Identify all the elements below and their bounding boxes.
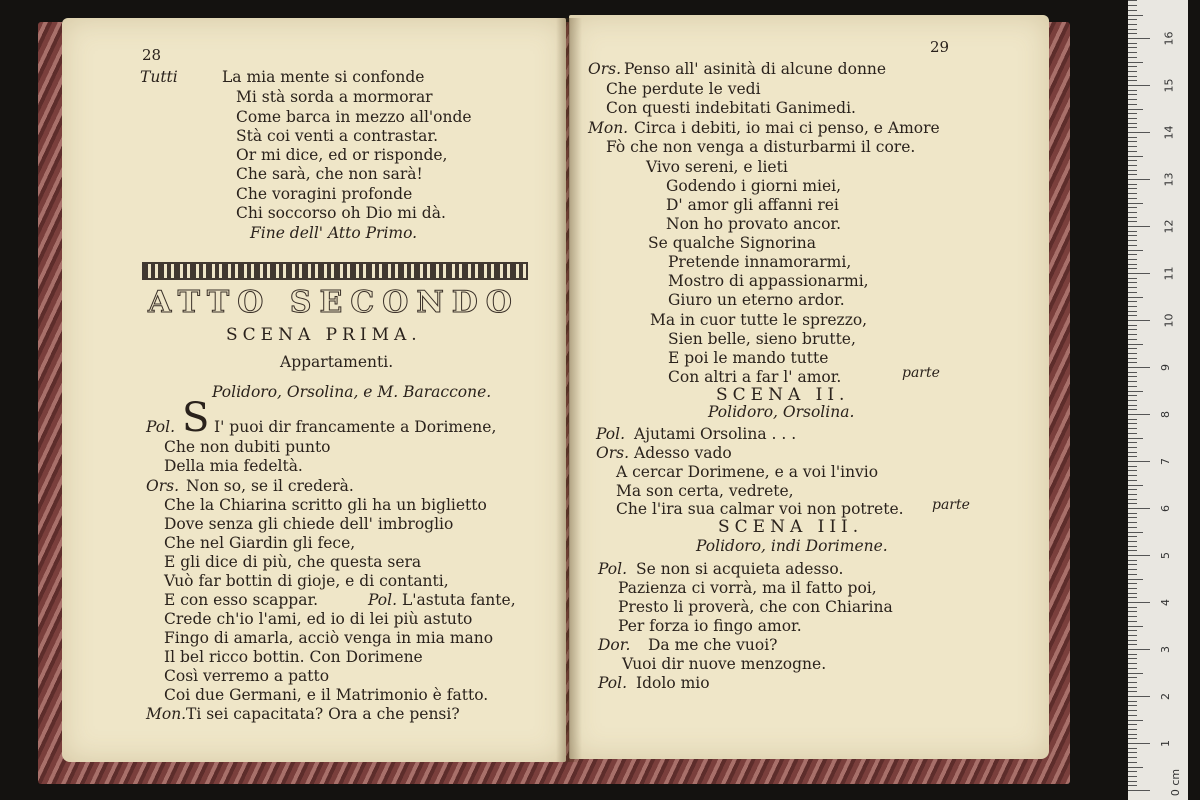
text-line: A cercar Dorimene, e a voi l'invio [616,463,879,481]
ruler-tick [1128,282,1137,283]
ruler-tick [1128,250,1143,251]
scene-two-title: SCENA II. [716,385,850,405]
text-line: La mia mente si confonde [222,68,425,86]
ruler-tick [1128,738,1137,739]
ruler-number: 8 [1159,411,1172,418]
text-line: I' puoi dir francamente a Dorimene, [214,418,497,436]
text-line: Con altri a far l' amor. [668,368,842,386]
ruler-tick [1128,710,1137,711]
ruler-tick [1128,588,1137,589]
text-line: Ma in cuor tutte le sprezzo, [650,311,868,329]
ruler-tick [1128,668,1137,669]
ruler-tick [1128,90,1137,91]
ruler-tick [1128,527,1137,528]
ruler-tick [1128,456,1137,457]
text-line: Mi stà sorda a mormorar [236,88,433,106]
text-line: Crede ch'io l'ami, ed io di lei più astuto [164,610,473,628]
ruler-number: 13 [1162,172,1176,187]
ruler-tick [1128,254,1137,255]
text-line: Se non si acquieta adesso. [636,560,844,578]
ruler-tick [1128,367,1150,368]
ruler-tick [1128,301,1137,302]
ruler-number: 9 [1159,364,1172,371]
ruler-tick [1128,104,1137,105]
ruler-tick [1128,790,1150,791]
ruler-tick [1128,611,1137,612]
ruler-tick [1128,273,1150,274]
ruler-tick [1128,414,1150,415]
ruler-tick [1128,85,1150,86]
ruler-tick [1128,546,1137,547]
ruler-tick [1128,160,1137,161]
end-of-act-one: Fine dell' Atto Primo. [250,224,418,242]
text-line: Pazienza ci vorrà, ma il fatto poi, [618,579,877,597]
ruler-number: 6 [1159,505,1172,512]
ruler-tick [1128,762,1137,763]
ruler-tick [1128,621,1137,622]
text-line: D' amor gli affanni rei [666,196,839,214]
ruler-tick [1128,311,1137,312]
ruler-tick [1128,146,1137,147]
ruler-tick [1128,188,1137,189]
ruler-tick [1128,550,1137,551]
text-line: E poi le mando tutte [668,349,829,367]
ruler-tick [1128,696,1150,697]
ruler-tick [1128,217,1137,218]
ruler-tick [1128,682,1137,683]
ruler-number: 14 [1162,125,1176,140]
ruler-tick [1128,62,1143,63]
ruler-tick [1128,536,1137,537]
right-page-number: 29 [930,38,950,56]
ruler-tick [1128,348,1137,349]
ruler-number: 2 [1159,693,1172,700]
ruler-tick [1128,513,1137,514]
text-line: Il bel ricco bottin. Con Dorimene [164,648,423,666]
ruler-tick [1128,193,1137,194]
ruler-tick [1128,767,1143,768]
ruler-tick [1128,433,1137,434]
ruler-tick [1128,602,1150,603]
ruler-tick [1128,221,1137,222]
ruler-tick [1128,99,1137,100]
ruler-tick [1128,409,1137,410]
ruler-tick [1128,475,1137,476]
ruler-tick [1128,560,1137,561]
ruler-tick [1128,123,1137,124]
text-line: Come barca in mezzo all'onde [236,108,472,126]
text-line: Vuò far bottin di gioje, e di contanti, [164,572,449,590]
ruler-tick [1128,752,1137,753]
ruler-tick [1128,132,1150,133]
ruler-tick [1128,19,1137,20]
ruler-tick [1128,33,1137,34]
ruler-tick [1128,320,1150,321]
text-line: Con questi indebitati Ganimedi. [606,99,856,117]
ruler-tick [1128,470,1137,471]
text-line: Che non dubiti punto [164,438,331,456]
ruler-tick [1128,127,1137,128]
speaker-label: Ors. [588,60,621,78]
ruler-tick [1128,391,1143,392]
ruler-number: 3 [1159,646,1172,653]
ruler-tick [1128,442,1137,443]
ruler-number: 1 [1159,740,1172,747]
text-line: Stà coi venti a contrastar. [236,127,439,145]
ruler-tick [1128,734,1137,735]
text-line: Chi soccorso oh Dio mi dà. [236,204,446,222]
ruler-tick [1128,687,1137,688]
ruler-tick [1128,151,1137,152]
stage-direction-parte-2: parte [932,497,970,513]
ruler-tick [1128,724,1137,725]
ruler-tick [1128,179,1150,180]
ruler-tick [1128,381,1137,382]
ruler-tick [1128,165,1137,166]
ruler-tick [1128,174,1137,175]
ruler-tick [1128,118,1137,119]
ruler-tick [1128,447,1137,448]
text-line: Mostro di appassionarmi, [668,272,869,290]
ruler-number: 7 [1159,458,1172,465]
ruler-tick [1128,235,1137,236]
speaker-label: Mon. [588,119,629,137]
ruler-tick [1128,480,1137,481]
ruler-tick [1128,569,1137,570]
ruler-tick [1128,743,1150,744]
ruler-tick [1128,212,1137,213]
ruler-tick [1128,362,1137,363]
ruler-tick [1128,203,1143,204]
speaker-label: Tutti [140,68,178,86]
ruler-tick [1128,597,1137,598]
ruler-tick [1128,644,1137,645]
ruler-tick [1128,466,1137,467]
ruler-tick [1128,353,1137,354]
ruler-tick [1128,720,1143,721]
text-line: Sien belle, sieno brutte, [668,330,856,348]
text-line: Ma son certa, vedrete, [616,482,794,500]
text-line: Pretende innamorarmi, [668,253,852,271]
ruler-tick [1128,372,1137,373]
text-line: Che sarà, che non sarà! [236,165,423,183]
ruler-tick [1128,461,1150,462]
ruler-tick [1128,677,1137,678]
ruler-tick [1128,113,1137,114]
ruler-tick [1128,499,1137,500]
ruler-tick [1128,10,1137,11]
left-page-number: 28 [142,46,162,64]
ruler-tick [1128,184,1137,185]
ruler-tick [1128,729,1137,730]
ruler-tick [1128,701,1137,702]
ruler-number: 10 [1162,313,1176,328]
text-line: Che la Chiarina scritto gli ha un biglietto [164,496,487,514]
ruler-tick [1128,616,1137,617]
ruler-tick [1128,532,1143,533]
text-line: Fingo di amarla, acciò venga in mia mano [164,629,494,647]
ruler-tick [1128,80,1137,81]
text-line: Fò che non venga a disturbarmi il core. [606,138,916,156]
ruler-tick [1128,57,1137,58]
act-title: ATTO SECONDO [148,285,520,320]
text-line: Penso all' asinità di alcune donne [624,60,887,78]
text-line: E gli dice di più, che questa sera [164,553,422,571]
ruler-tick [1128,325,1137,326]
speaker-label: Pol. [146,418,176,436]
ruler-tick [1128,47,1137,48]
ruler-tick [1128,438,1143,439]
ruler-tick [1128,226,1150,227]
ruler-tick [1128,358,1137,359]
ruler-tick [1128,654,1137,655]
ruler-tick [1128,691,1137,692]
text-line: Che nel Giardin gli fece, [164,534,356,552]
ruler-tick [1128,334,1137,335]
ruler-tick [1128,776,1137,777]
ruler-tick [1128,292,1137,293]
inline-speech [368,591,516,609]
ruler-number: 4 [1159,599,1172,606]
ruler-tick [1128,630,1137,631]
ruler-tick [1128,494,1137,495]
scene-three-title: SCENA III. [718,517,864,537]
ruler-number: 12 [1162,219,1176,234]
ruler-tick [1128,5,1137,6]
ruler-number: 15 [1162,78,1176,93]
ruler-tick [1128,781,1137,782]
text-line: Ajutami Orsolina . . . [634,425,797,443]
ruler-tick [1128,43,1137,44]
ruler-tick [1128,156,1143,157]
text-line: Che perdute le vedi [606,80,761,98]
ruler-tick [1128,405,1137,406]
ruler-tick [1128,649,1150,650]
ruler-tick [1128,376,1137,377]
ruler-tick [1128,15,1143,16]
ruler-tick [1128,673,1143,674]
ruler-tick [1128,198,1137,199]
ruler-tick [1128,771,1137,772]
ruler-tick [1128,452,1137,453]
book-gutter [556,18,582,762]
ruler-tick [1128,344,1143,345]
ruler-tick [1128,748,1137,749]
ruler-tick [1128,715,1137,716]
speaker-label: Dor. [598,636,631,654]
ruler-tick [1128,541,1137,542]
ruler-number: 16 [1162,31,1176,46]
ruler-tick [1128,259,1137,260]
text-line: Della mia fedeltà. [164,457,303,475]
ruler-tick [1128,315,1137,316]
ruler-tick [1128,268,1137,269]
ruler-tick [1128,264,1137,265]
ruler-tick [1128,564,1137,565]
ruler-unit-label: 0 cm [1169,768,1183,797]
ruler-tick [1128,231,1137,232]
ruler-tick [1128,503,1137,504]
ruler-tick [1128,555,1150,556]
ruler-tick [1128,141,1137,142]
speaker-label: Pol. [598,674,628,692]
text-line: Vivo sereni, e lieti [646,158,788,176]
scene-two-characters: Polidoro, Orsolina. [708,403,855,421]
ruler-tick [1128,400,1137,401]
text-line: Dove senza gli chiede dell' imbroglio [164,515,454,533]
ruler-tick [1128,240,1137,241]
ruler-tick [1128,658,1137,659]
text-line: Che voragini profonde [236,185,413,203]
ruler-tick [1128,395,1137,396]
ruler-tick [1128,663,1137,664]
ruler-tick [1128,386,1137,387]
ruler-tick [1128,485,1143,486]
ruler-tick [1128,508,1150,509]
speaker-label: Pol. [598,560,628,578]
speaker-label: Mon. [146,705,187,723]
ruler-tick [1128,24,1137,25]
ruler-tick [1128,574,1137,575]
ruler-tick [1128,297,1143,298]
ruler-tick [1128,0,1137,1]
ruler-tick [1128,71,1137,72]
ruler-tick [1128,329,1137,330]
text-line: Idolo mio [636,674,710,692]
ruler-tick [1128,306,1137,307]
ruler-tick [1128,287,1137,288]
text-line: Godendo i giorni miei, [666,177,842,195]
scene-characters: Polidoro, Orsolina, e M. Baraccone. [212,383,492,401]
text-line: Giuro un eterno ardor. [668,291,845,309]
ruler-tick [1128,419,1137,420]
measurement-ruler [1128,0,1188,800]
ruler-tick [1128,245,1137,246]
ruler-tick [1128,579,1143,580]
ornament-divider [142,262,528,280]
scene-setting: Appartamenti. [280,353,394,371]
ruler-tick [1128,593,1137,594]
text-line: Non so, se il crederà. [186,477,354,495]
text-line: Presto li proverà, che con Chiarina [618,598,893,616]
text-line: Coi due Germani, e il Matrimonio è fatto. [164,686,489,704]
ruler-tick [1128,423,1137,424]
ruler-tick [1128,207,1137,208]
ruler-tick [1128,635,1137,636]
ruler-tick [1128,94,1137,95]
ruler-tick [1128,170,1137,171]
scene-three-characters: Polidoro, indi Dorimene. [696,537,888,555]
text-line: Così verremo a patto [164,667,330,685]
ruler-tick [1128,522,1137,523]
scene-title: SCENA PRIMA. [226,325,422,345]
text-line: Adesso vado [634,444,732,462]
text-line: Per forza io fingo amor. [618,617,802,635]
ruler-tick [1128,705,1137,706]
speaker-label: Ors. [596,444,629,462]
ruler-tick [1128,757,1137,758]
text-line: Non ho provato ancor. [666,215,842,233]
ruler-tick [1128,137,1137,138]
text-line: E con esso scappar. [164,591,319,609]
ruler-tick [1128,489,1137,490]
ruler-tick [1128,38,1150,39]
ruler-tick [1128,583,1137,584]
ruler-tick [1128,785,1137,786]
ruler-tick [1128,29,1137,30]
drop-cap-letter: S [182,395,210,441]
text-line: Vuoi dir nuove menzogne. [622,655,827,673]
text-line: Or mi dice, ed or risponde, [236,146,448,164]
ruler-tick [1128,339,1137,340]
ruler-tick [1128,517,1137,518]
ruler-tick [1128,278,1137,279]
ruler-tick [1128,626,1143,627]
text-line: Se qualche Signorina [648,234,816,252]
ruler-tick [1128,109,1143,110]
inline-speaker: Pol. [368,591,398,609]
stage-direction-parte-1: parte [902,365,940,381]
ruler-tick [1128,640,1137,641]
text-line: Ti sei capacitata? Ora a che pensi? [186,705,460,723]
ruler-number: 5 [1159,552,1172,559]
text-line: Da me che vuoi? [648,636,778,654]
ruler-tick [1128,428,1137,429]
ruler-tick [1128,76,1137,77]
text-line: Che l'ira sua calmar voi non potrete. [616,500,904,518]
speaker-label: Ors. [146,477,179,495]
ruler-tick [1128,607,1137,608]
text-line: Circa i debiti, io mai ci penso, e Amore [634,119,940,137]
speaker-label: Pol. [596,425,626,443]
inline-text: L'astuta fante, [401,591,516,609]
ruler-tick [1128,52,1137,53]
ruler-number: 11 [1162,266,1176,281]
ruler-tick [1128,66,1137,67]
